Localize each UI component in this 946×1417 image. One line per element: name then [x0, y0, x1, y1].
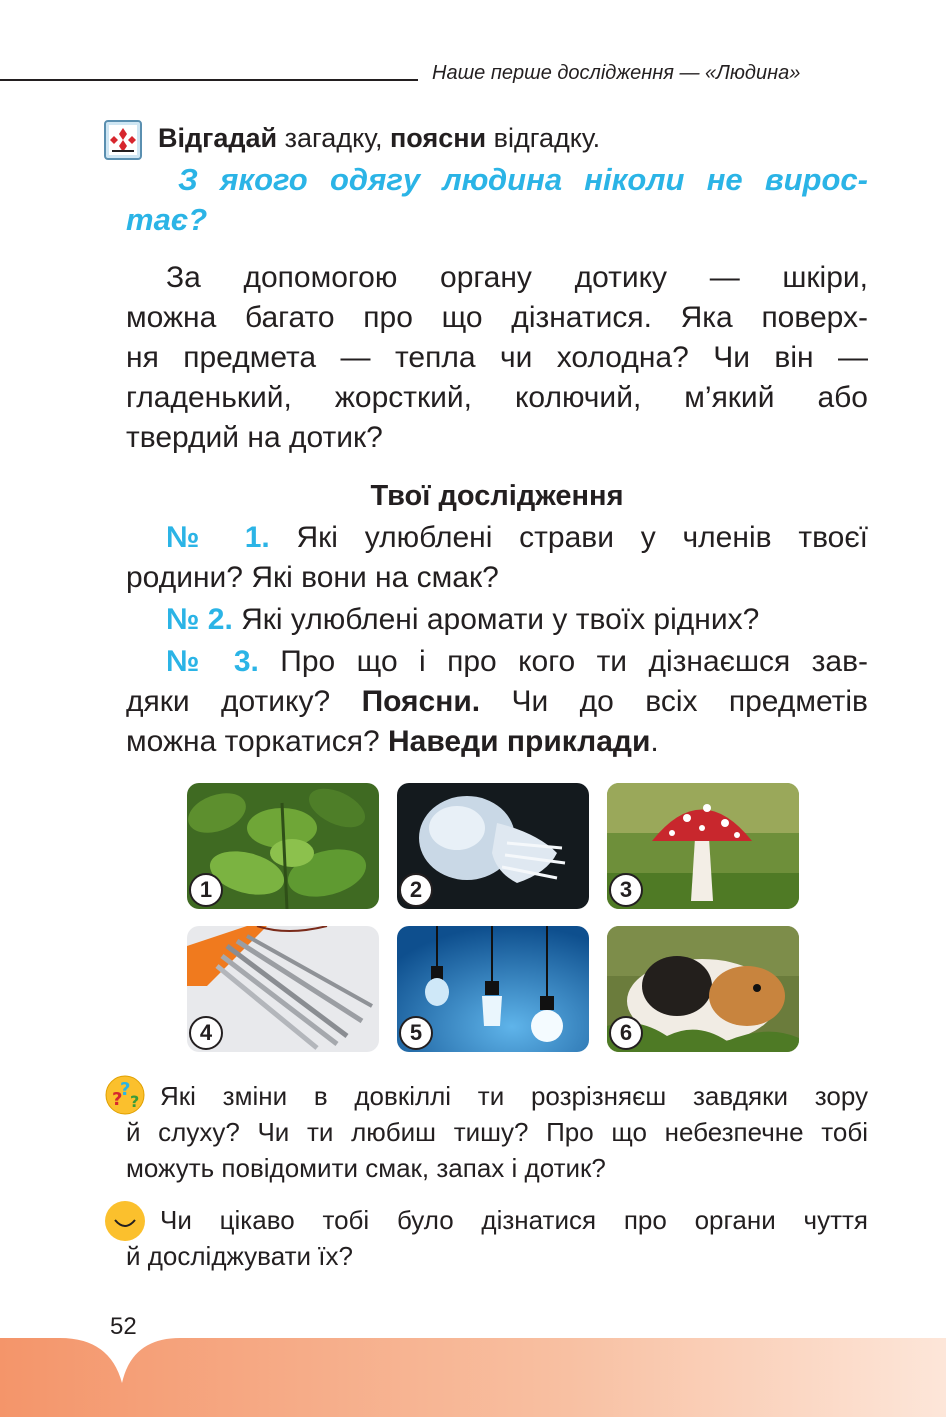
- svg-text:?: ?: [112, 1089, 123, 1110]
- svg-text:?: ?: [120, 1079, 131, 1100]
- svg-text:?: ?: [130, 1092, 140, 1111]
- photo-number-2: 2: [399, 873, 433, 907]
- photo-number-4: 4: [189, 1016, 223, 1050]
- research-item-1-line-1: № 1. Які улюблені страви у членів твоєї: [166, 521, 869, 554]
- research-item-3-line-3: можна торкатися? Наведи приклади.: [126, 725, 659, 758]
- task-text-1: загадку,: [277, 123, 390, 153]
- photo-number-5: 5: [399, 1016, 433, 1050]
- photo-number-1: 1: [189, 873, 223, 907]
- reflection-line-1: Чи цікаво тобі було дізнатися про органи чуття: [160, 1205, 868, 1235]
- photo-1: [187, 783, 379, 909]
- question-marks-icon: [104, 1075, 146, 1115]
- running-title: Наше перше дослідження — «Людина»: [432, 62, 801, 84]
- question-line-2: й слуху? Чи ти любиш тишу? Про що небезпечне тобі: [126, 1117, 868, 1147]
- footer-band: [0, 1338, 946, 1417]
- paragraph-line-1: За допомогою органу дотику — шкіри,: [166, 261, 868, 294]
- section-title: Твої дослідження: [370, 480, 624, 512]
- smiley-icon: [104, 1200, 146, 1242]
- photo-6: [607, 926, 799, 1052]
- photo-3: [607, 783, 799, 909]
- photo-5: [397, 926, 589, 1052]
- photo-number-6: 6: [609, 1016, 643, 1050]
- paragraph-line-2: можна багато про що дізнатися. Яка поверх-: [126, 301, 868, 334]
- header-rule: [0, 79, 418, 81]
- research-item-1-label: № 1.: [166, 521, 270, 554]
- research-item-1-line-2: родини? Які вони на смак?: [126, 561, 499, 594]
- paragraph-line-4: гладенький, жорсткий, колючий, м’який або: [126, 381, 868, 414]
- riddle-line-2: тає?: [126, 202, 208, 237]
- task-verb-explain: поясни: [390, 123, 487, 153]
- research-item-3-line-2: дяки дотику? Поясни. Чи до всіх предметів: [126, 685, 868, 718]
- riddle-line-1: З якого одягу людина ніколи не вирос-: [178, 162, 868, 197]
- research-item-2-line-1: № 2. Які улюблені аромати у твоїх рідних?: [166, 603, 760, 636]
- question-line-3: можуть повідомити смак, запах і дотик?: [126, 1153, 606, 1183]
- task-instruction: [158, 118, 878, 158]
- question-line-1: Які зміни в довкіллі ти розрізняєш завдяки зору: [160, 1081, 868, 1111]
- photo-2: [397, 783, 589, 909]
- task-text-2: відгадку.: [486, 123, 601, 153]
- reflection-line-2: й досліджувати їх?: [126, 1241, 353, 1271]
- photo-4: [187, 926, 379, 1052]
- page-number: 52: [110, 1313, 137, 1340]
- paragraph-line-5: твердий на дотик?: [126, 421, 383, 454]
- research-item-3-line-1: № 3. Про що і про кого ти дізнаєшся зав-: [166, 645, 869, 678]
- task-verb-guess: Відгадай: [158, 123, 278, 153]
- research-item-3-label: № 3.: [166, 645, 259, 678]
- research-item-2-label: № 2.: [166, 603, 233, 636]
- photo-number-3: 3: [609, 873, 643, 907]
- paragraph-line-3: ня предмета — тепла чи холодна? Чи він —: [126, 341, 868, 374]
- folk-ornament-icon: [104, 120, 142, 160]
